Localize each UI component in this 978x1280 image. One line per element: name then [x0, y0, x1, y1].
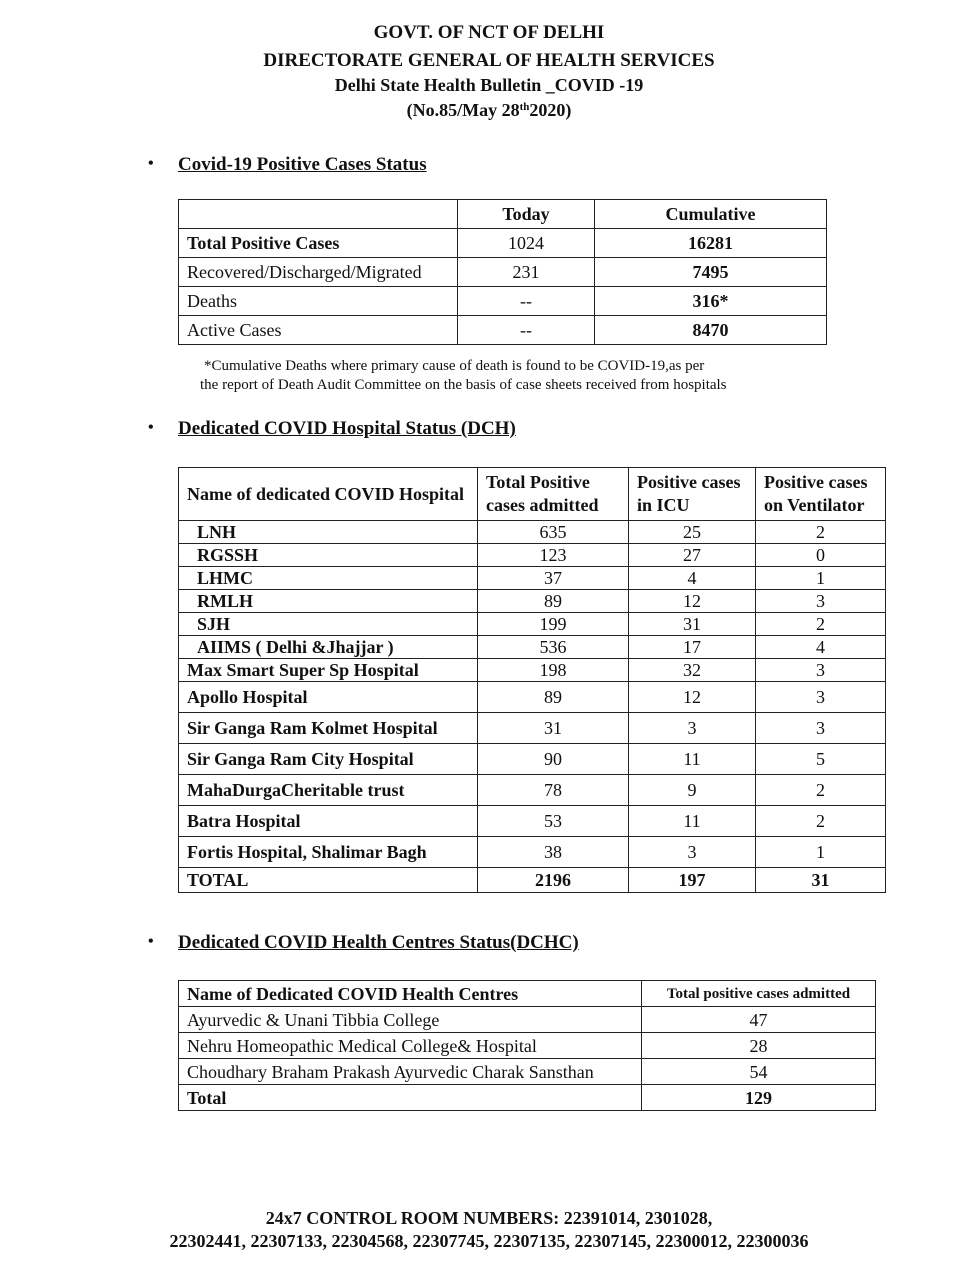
admitted-value: 28 — [642, 1033, 876, 1059]
icu-value: 12 — [629, 590, 756, 613]
icu-value: 11 — [629, 744, 756, 775]
admitted-value: 78 — [478, 775, 629, 806]
table-row — [179, 636, 886, 659]
admitted-value: 31 — [478, 713, 629, 744]
icu-value: 31 — [629, 613, 756, 636]
ventilator-value: 3 — [756, 590, 886, 613]
table-row — [179, 590, 886, 613]
cumulative-value: 16281 — [595, 229, 827, 258]
ventilator-value: 3 — [756, 659, 886, 682]
row-label: Active Cases — [179, 316, 458, 345]
table-row — [179, 258, 827, 287]
ventilator-value: 3 — [756, 713, 886, 744]
hospital-name: Sir Ganga Ram Kolmet Hospital — [179, 713, 478, 744]
hospital-name: Batra Hospital — [179, 806, 478, 837]
table-row — [179, 287, 827, 316]
header-cell-cumulative: Cumulative — [595, 200, 827, 229]
header-cell-centre: Name of Dedicated COVID Health Centres — [179, 981, 642, 1007]
admitted-value: 199 — [478, 613, 629, 636]
total-icu-value: 197 — [629, 868, 756, 893]
today-value: -- — [458, 316, 595, 345]
admitted-value: 54 — [642, 1059, 876, 1085]
table-row — [179, 837, 886, 868]
table-row — [179, 744, 886, 775]
section-positive-cases-heading: • Covid-19 Positive Cases Status — [148, 154, 427, 175]
hospital-name: LHMC — [179, 567, 478, 590]
bullet-icon: • — [148, 419, 154, 436]
hospital-name: Fortis Hospital, Shalimar Bagh — [179, 837, 478, 868]
ventilator-value: 1 — [756, 567, 886, 590]
admitted-value: 53 — [478, 806, 629, 837]
admitted-value: 198 — [478, 659, 629, 682]
header-cell-hospital: Name of dedicated COVID Hospital — [179, 468, 478, 521]
hospital-name: RGSSH — [179, 544, 478, 567]
icu-value: 25 — [629, 521, 756, 544]
hospital-name: Apollo Hospital — [179, 682, 478, 713]
total-label: TOTAL — [179, 868, 478, 893]
ventilator-value: 2 — [756, 775, 886, 806]
today-value: 1024 — [458, 229, 595, 258]
table-header-row — [179, 468, 886, 521]
row-label: Total Positive Cases — [179, 229, 458, 258]
row-label: Recovered/Discharged/Migrated — [179, 258, 458, 287]
admitted-value: 90 — [478, 744, 629, 775]
header-govt: GOVT. OF NCT OF DELHI — [373, 22, 605, 43]
ventilator-value: 4 — [756, 636, 886, 659]
ventilator-value: 2 — [756, 521, 886, 544]
icu-value: 27 — [629, 544, 756, 567]
icu-value: 12 — [629, 682, 756, 713]
bullet-icon: • — [148, 155, 154, 172]
footnote-line: the report of Death Audit Committee on the basis of case sheets received from hospitals — [200, 377, 727, 393]
hospital-name: SJH — [179, 613, 478, 636]
header-cell-today: Today — [458, 200, 595, 229]
table-row — [179, 613, 886, 636]
ventilator-value: 0 — [756, 544, 886, 567]
hospital-name: Max Smart Super Sp Hospital — [179, 659, 478, 682]
admitted-value: 89 — [478, 590, 629, 613]
table-row — [179, 1007, 876, 1033]
hospital-name: Sir Ganga Ram City Hospital — [179, 744, 478, 775]
table-row — [179, 659, 886, 682]
table-row — [179, 544, 886, 567]
hospital-name: AIIMS ( Delhi &Jhajjar ) — [179, 636, 478, 659]
bullet-icon: • — [148, 933, 154, 950]
table-row — [179, 229, 827, 258]
table-total-row — [179, 1085, 876, 1111]
ventilator-value: 2 — [756, 613, 886, 636]
table-row — [179, 682, 886, 713]
table-row — [179, 1033, 876, 1059]
cumulative-value: 8470 — [595, 316, 827, 345]
today-value: 231 — [458, 258, 595, 287]
table-row — [179, 521, 886, 544]
header-cell-icu: Positive cases in ICU — [629, 468, 756, 521]
header-cell-admitted: Total positive cases admitted — [642, 981, 876, 1007]
table-row — [179, 567, 886, 590]
section-dchc-heading: • Dedicated COVID Health Centres Status(DCHC) — [148, 932, 579, 953]
header-cell-admitted: Total Positive cases admitted — [478, 468, 629, 521]
header-directorate: DIRECTORATE GENERAL OF HEALTH SERVICES — [263, 50, 715, 71]
icu-value: 9 — [629, 775, 756, 806]
ventilator-value: 5 — [756, 744, 886, 775]
hospital-name: RMLH — [179, 590, 478, 613]
row-label: Deaths — [179, 287, 458, 316]
hospital-name: LNH — [179, 521, 478, 544]
icu-value: 3 — [629, 713, 756, 744]
header-cell-ventilator: Positive cases on Ventilator — [756, 468, 886, 521]
cumulative-value: 7495 — [595, 258, 827, 287]
icu-value: 3 — [629, 837, 756, 868]
icu-value: 17 — [629, 636, 756, 659]
header-bulletin-title: Delhi State Health Bulletin _COVID -19 — [334, 75, 644, 95]
today-value: -- — [458, 287, 595, 316]
admitted-value: 635 — [478, 521, 629, 544]
ventilator-value: 1 — [756, 837, 886, 868]
table-row — [179, 806, 886, 837]
centre-name: Choudhary Braham Prakash Ayurvedic Charak Sansthan — [179, 1059, 642, 1085]
admitted-value: 38 — [478, 837, 629, 868]
admitted-value: 47 — [642, 1007, 876, 1033]
total-ventilator-value: 31 — [756, 868, 886, 893]
footnote-line: *Cumulative Deaths where primary cause of death is found to be COVID-19,as per — [204, 358, 705, 374]
ventilator-value: 2 — [756, 806, 886, 837]
table-header-row — [179, 200, 827, 229]
ventilator-value: 3 — [756, 682, 886, 713]
table-row — [179, 1059, 876, 1085]
section-dch-heading: • Dedicated COVID Hospital Status (DCH) — [148, 418, 516, 439]
table-row — [179, 775, 886, 806]
total-admitted-value: 2196 — [478, 868, 629, 893]
icu-value: 32 — [629, 659, 756, 682]
control-room-numbers-line2: 22302441, 22307133, 22304568, 22307745, 22307135, 22307145, 22300012, 22300036 — [169, 1231, 809, 1251]
table-row — [179, 713, 886, 744]
header-bulletin-number: (No.85/May 28th2020) — [406, 100, 572, 120]
control-room-numbers-line1: 24x7 CONTROL ROOM NUMBERS: 22391014, 2301028, — [265, 1208, 713, 1228]
total-admitted-value: 129 — [642, 1085, 876, 1111]
total-label: Total — [179, 1085, 642, 1111]
centre-name: Nehru Homeopathic Medical College& Hospital — [179, 1033, 642, 1059]
header-cell — [179, 200, 458, 229]
dchc-table — [178, 980, 876, 1111]
centre-name: Ayurvedic & Unani Tibbia College — [179, 1007, 642, 1033]
admitted-value: 123 — [478, 544, 629, 567]
table-header-row — [179, 981, 876, 1007]
cumulative-value: 316* — [595, 287, 827, 316]
table-total-row — [179, 868, 886, 893]
admitted-value: 89 — [478, 682, 629, 713]
admitted-value: 37 — [478, 567, 629, 590]
positive-cases-table — [178, 199, 827, 345]
dch-table — [178, 467, 886, 893]
table-row — [179, 316, 827, 345]
icu-value: 11 — [629, 806, 756, 837]
admitted-value: 536 — [478, 636, 629, 659]
icu-value: 4 — [629, 567, 756, 590]
hospital-name: MahaDurgaCheritable trust — [179, 775, 478, 806]
deaths-footnote — [200, 357, 840, 395]
